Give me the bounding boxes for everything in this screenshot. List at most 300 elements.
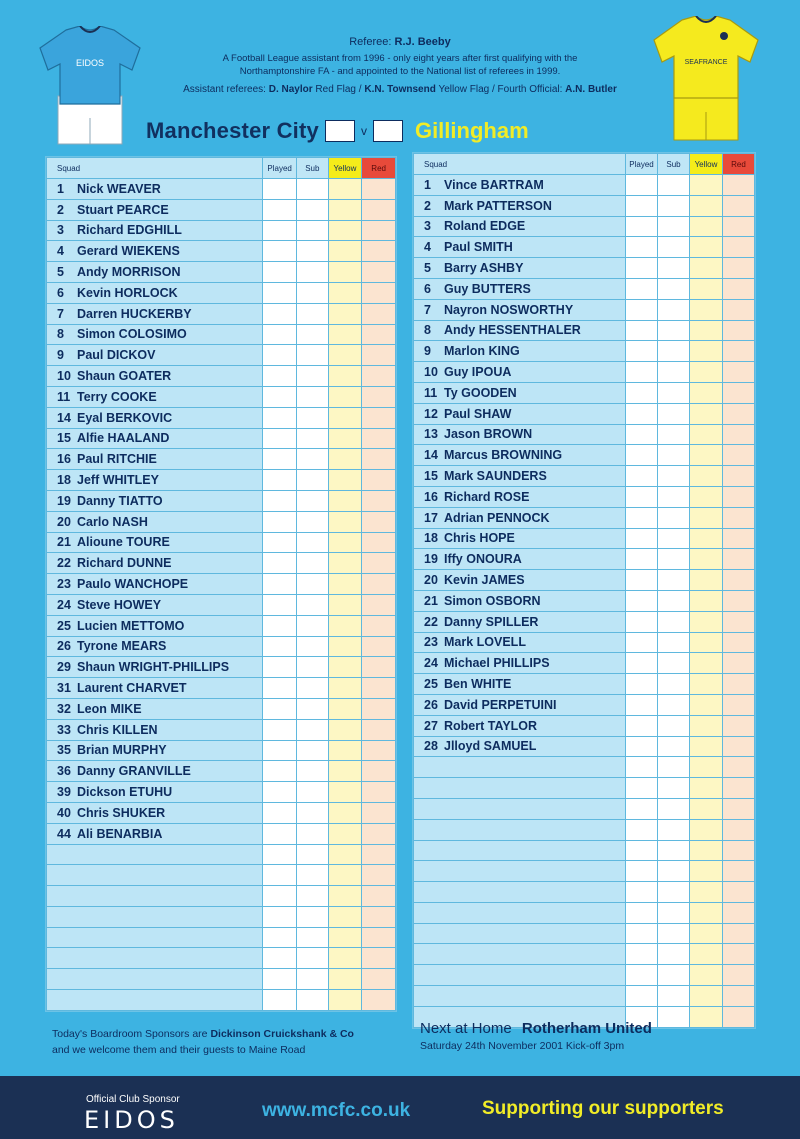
yellow-card-cell[interactable]	[328, 179, 362, 200]
played-cell[interactable]	[263, 761, 297, 782]
yellow-card-cell[interactable]	[690, 674, 723, 695]
red-card-cell[interactable]	[723, 902, 755, 923]
played-cell[interactable]	[626, 528, 658, 549]
red-card-cell[interactable]	[362, 823, 396, 844]
played-cell[interactable]	[626, 798, 658, 819]
played-cell[interactable]	[263, 698, 297, 719]
played-cell[interactable]	[263, 324, 297, 345]
yellow-card-cell[interactable]	[690, 424, 723, 445]
yellow-card-cell[interactable]	[328, 241, 362, 262]
played-cell[interactable]	[626, 258, 658, 279]
played-cell[interactable]	[263, 282, 297, 303]
red-card-cell[interactable]	[723, 715, 755, 736]
played-cell[interactable]	[263, 740, 297, 761]
played-cell[interactable]	[263, 345, 297, 366]
yellow-card-cell[interactable]	[328, 636, 362, 657]
yellow-card-cell[interactable]	[690, 778, 723, 799]
yellow-card-cell[interactable]	[328, 220, 362, 241]
played-cell[interactable]	[626, 382, 658, 403]
red-card-cell[interactable]	[362, 865, 396, 886]
red-card-cell[interactable]	[723, 570, 755, 591]
sub-cell[interactable]	[658, 507, 690, 528]
sub-cell[interactable]	[658, 611, 690, 632]
played-cell[interactable]	[263, 199, 297, 220]
red-card-cell[interactable]	[362, 241, 396, 262]
played-cell[interactable]	[263, 470, 297, 491]
played-cell[interactable]	[263, 386, 297, 407]
played-cell[interactable]	[263, 511, 297, 532]
sub-cell[interactable]	[297, 262, 329, 283]
red-card-cell[interactable]	[362, 449, 396, 470]
sub-cell[interactable]	[297, 470, 329, 491]
red-card-cell[interactable]	[362, 636, 396, 657]
yellow-card-cell[interactable]	[328, 886, 362, 907]
sub-cell[interactable]	[297, 657, 329, 678]
yellow-card-cell[interactable]	[690, 757, 723, 778]
yellow-card-cell[interactable]	[328, 345, 362, 366]
played-cell[interactable]	[263, 490, 297, 511]
sub-cell[interactable]	[297, 615, 329, 636]
yellow-card-cell[interactable]	[690, 570, 723, 591]
played-cell[interactable]	[626, 341, 658, 362]
yellow-card-cell[interactable]	[328, 615, 362, 636]
played-cell[interactable]	[626, 632, 658, 653]
yellow-card-cell[interactable]	[690, 611, 723, 632]
sub-cell[interactable]	[297, 844, 329, 865]
played-cell[interactable]	[263, 927, 297, 948]
played-cell[interactable]	[263, 636, 297, 657]
yellow-card-cell[interactable]	[328, 823, 362, 844]
sub-cell[interactable]	[297, 678, 329, 699]
yellow-card-cell[interactable]	[328, 449, 362, 470]
red-card-cell[interactable]	[362, 948, 396, 969]
yellow-card-cell[interactable]	[328, 428, 362, 449]
played-cell[interactable]	[626, 320, 658, 341]
played-cell[interactable]	[263, 678, 297, 699]
red-card-cell[interactable]	[362, 303, 396, 324]
played-cell[interactable]	[263, 449, 297, 470]
red-card-cell[interactable]	[362, 906, 396, 927]
sub-cell[interactable]	[658, 320, 690, 341]
yellow-card-cell[interactable]	[328, 906, 362, 927]
yellow-card-cell[interactable]	[690, 902, 723, 923]
played-cell[interactable]	[626, 736, 658, 757]
sub-cell[interactable]	[658, 216, 690, 237]
red-card-cell[interactable]	[723, 237, 755, 258]
sub-cell[interactable]	[297, 990, 329, 1011]
red-card-cell[interactable]	[723, 861, 755, 882]
sub-cell[interactable]	[297, 241, 329, 262]
red-card-cell[interactable]	[362, 179, 396, 200]
played-cell[interactable]	[626, 944, 658, 965]
played-cell[interactable]	[626, 216, 658, 237]
played-cell[interactable]	[263, 407, 297, 428]
red-card-cell[interactable]	[723, 798, 755, 819]
sub-cell[interactable]	[297, 324, 329, 345]
yellow-card-cell[interactable]	[328, 948, 362, 969]
sub-cell[interactable]	[658, 486, 690, 507]
sub-cell[interactable]	[658, 986, 690, 1007]
sub-cell[interactable]	[297, 719, 329, 740]
red-card-cell[interactable]	[723, 923, 755, 944]
played-cell[interactable]	[626, 237, 658, 258]
yellow-card-cell[interactable]	[328, 678, 362, 699]
played-cell[interactable]	[626, 840, 658, 861]
played-cell[interactable]	[626, 882, 658, 903]
played-cell[interactable]	[626, 715, 658, 736]
yellow-card-cell[interactable]	[328, 282, 362, 303]
yellow-card-cell[interactable]	[690, 445, 723, 466]
played-cell[interactable]	[626, 590, 658, 611]
sub-cell[interactable]	[658, 694, 690, 715]
sub-cell[interactable]	[297, 886, 329, 907]
red-card-cell[interactable]	[362, 366, 396, 387]
played-cell[interactable]	[263, 179, 297, 200]
sub-cell[interactable]	[297, 906, 329, 927]
yellow-card-cell[interactable]	[328, 740, 362, 761]
yellow-card-cell[interactable]	[328, 407, 362, 428]
sub-cell[interactable]	[658, 590, 690, 611]
yellow-card-cell[interactable]	[328, 594, 362, 615]
sub-cell[interactable]	[297, 574, 329, 595]
red-card-cell[interactable]	[723, 778, 755, 799]
yellow-card-cell[interactable]	[690, 819, 723, 840]
yellow-card-cell[interactable]	[690, 237, 723, 258]
yellow-card-cell[interactable]	[690, 341, 723, 362]
red-card-cell[interactable]	[723, 195, 755, 216]
played-cell[interactable]	[626, 861, 658, 882]
red-card-cell[interactable]	[723, 278, 755, 299]
sub-cell[interactable]	[658, 362, 690, 383]
sub-cell[interactable]	[658, 424, 690, 445]
played-cell[interactable]	[263, 553, 297, 574]
red-card-cell[interactable]	[362, 782, 396, 803]
sub-cell[interactable]	[297, 282, 329, 303]
yellow-card-cell[interactable]	[328, 386, 362, 407]
yellow-card-cell[interactable]	[328, 262, 362, 283]
yellow-card-cell[interactable]	[328, 927, 362, 948]
yellow-card-cell[interactable]	[690, 798, 723, 819]
played-cell[interactable]	[263, 823, 297, 844]
sub-cell[interactable]	[658, 237, 690, 258]
red-card-cell[interactable]	[723, 819, 755, 840]
played-cell[interactable]	[626, 362, 658, 383]
sub-cell[interactable]	[297, 532, 329, 553]
played-cell[interactable]	[626, 549, 658, 570]
played-cell[interactable]	[263, 802, 297, 823]
yellow-card-cell[interactable]	[690, 840, 723, 861]
played-cell[interactable]	[263, 428, 297, 449]
yellow-card-cell[interactable]	[328, 698, 362, 719]
sub-cell[interactable]	[297, 407, 329, 428]
played-cell[interactable]	[626, 570, 658, 591]
played-cell[interactable]	[626, 611, 658, 632]
red-card-cell[interactable]	[723, 944, 755, 965]
played-cell[interactable]	[263, 241, 297, 262]
played-cell[interactable]	[263, 948, 297, 969]
red-card-cell[interactable]	[362, 678, 396, 699]
red-card-cell[interactable]	[723, 611, 755, 632]
sub-cell[interactable]	[297, 782, 329, 803]
sub-cell[interactable]	[297, 823, 329, 844]
red-card-cell[interactable]	[362, 740, 396, 761]
red-card-cell[interactable]	[723, 965, 755, 986]
red-card-cell[interactable]	[723, 528, 755, 549]
played-cell[interactable]	[263, 657, 297, 678]
sub-cell[interactable]	[658, 632, 690, 653]
played-cell[interactable]	[263, 906, 297, 927]
red-card-cell[interactable]	[723, 403, 755, 424]
played-cell[interactable]	[626, 278, 658, 299]
sub-cell[interactable]	[297, 802, 329, 823]
yellow-card-cell[interactable]	[690, 653, 723, 674]
yellow-card-cell[interactable]	[690, 362, 723, 383]
red-card-cell[interactable]	[362, 615, 396, 636]
played-cell[interactable]	[263, 886, 297, 907]
played-cell[interactable]	[263, 594, 297, 615]
red-card-cell[interactable]	[362, 470, 396, 491]
yellow-card-cell[interactable]	[690, 466, 723, 487]
played-cell[interactable]	[626, 175, 658, 196]
sub-cell[interactable]	[297, 449, 329, 470]
sub-cell[interactable]	[297, 969, 329, 990]
red-card-cell[interactable]	[723, 694, 755, 715]
sub-cell[interactable]	[658, 528, 690, 549]
red-card-cell[interactable]	[362, 698, 396, 719]
red-card-cell[interactable]	[723, 486, 755, 507]
yellow-card-cell[interactable]	[690, 861, 723, 882]
sub-cell[interactable]	[658, 944, 690, 965]
yellow-card-cell[interactable]	[690, 965, 723, 986]
yellow-card-cell[interactable]	[690, 403, 723, 424]
sub-cell[interactable]	[297, 345, 329, 366]
red-card-cell[interactable]	[362, 532, 396, 553]
yellow-card-cell[interactable]	[690, 694, 723, 715]
sub-cell[interactable]	[297, 594, 329, 615]
yellow-card-cell[interactable]	[690, 278, 723, 299]
red-card-cell[interactable]	[723, 424, 755, 445]
yellow-card-cell[interactable]	[328, 574, 362, 595]
played-cell[interactable]	[626, 778, 658, 799]
sub-cell[interactable]	[297, 511, 329, 532]
red-card-cell[interactable]	[723, 320, 755, 341]
red-card-cell[interactable]	[362, 262, 396, 283]
red-card-cell[interactable]	[362, 324, 396, 345]
yellow-card-cell[interactable]	[690, 923, 723, 944]
yellow-card-cell[interactable]	[328, 470, 362, 491]
red-card-cell[interactable]	[723, 653, 755, 674]
red-card-cell[interactable]	[723, 736, 755, 757]
yellow-card-cell[interactable]	[690, 944, 723, 965]
played-cell[interactable]	[263, 220, 297, 241]
yellow-card-cell[interactable]	[328, 719, 362, 740]
sub-cell[interactable]	[658, 840, 690, 861]
sub-cell[interactable]	[297, 948, 329, 969]
yellow-card-cell[interactable]	[690, 528, 723, 549]
sub-cell[interactable]	[658, 902, 690, 923]
red-card-cell[interactable]	[362, 886, 396, 907]
red-card-cell[interactable]	[723, 382, 755, 403]
sub-cell[interactable]	[658, 757, 690, 778]
red-card-cell[interactable]	[723, 674, 755, 695]
sub-cell[interactable]	[658, 819, 690, 840]
yellow-card-cell[interactable]	[690, 986, 723, 1007]
played-cell[interactable]	[263, 366, 297, 387]
sub-cell[interactable]	[658, 736, 690, 757]
sub-cell[interactable]	[297, 220, 329, 241]
red-card-cell[interactable]	[723, 590, 755, 611]
sub-cell[interactable]	[297, 490, 329, 511]
sub-cell[interactable]	[658, 778, 690, 799]
website-link[interactable]: www.mcfc.co.uk	[262, 1100, 411, 1121]
played-cell[interactable]	[263, 844, 297, 865]
red-card-cell[interactable]	[362, 969, 396, 990]
sub-cell[interactable]	[658, 175, 690, 196]
red-card-cell[interactable]	[362, 220, 396, 241]
played-cell[interactable]	[626, 757, 658, 778]
sub-cell[interactable]	[658, 570, 690, 591]
played-cell[interactable]	[626, 445, 658, 466]
red-card-cell[interactable]	[723, 445, 755, 466]
red-card-cell[interactable]	[362, 511, 396, 532]
played-cell[interactable]	[263, 865, 297, 886]
yellow-card-cell[interactable]	[690, 632, 723, 653]
played-cell[interactable]	[263, 782, 297, 803]
played-cell[interactable]	[263, 532, 297, 553]
yellow-card-cell[interactable]	[690, 216, 723, 237]
sub-cell[interactable]	[297, 366, 329, 387]
red-card-cell[interactable]	[362, 407, 396, 428]
yellow-card-cell[interactable]	[690, 195, 723, 216]
red-card-cell[interactable]	[723, 549, 755, 570]
yellow-card-cell[interactable]	[690, 258, 723, 279]
yellow-card-cell[interactable]	[328, 657, 362, 678]
played-cell[interactable]	[263, 990, 297, 1011]
red-card-cell[interactable]	[362, 719, 396, 740]
red-card-cell[interactable]	[362, 428, 396, 449]
red-card-cell[interactable]	[723, 632, 755, 653]
played-cell[interactable]	[626, 195, 658, 216]
sub-cell[interactable]	[658, 653, 690, 674]
sub-cell[interactable]	[658, 923, 690, 944]
played-cell[interactable]	[263, 719, 297, 740]
yellow-card-cell[interactable]	[690, 590, 723, 611]
played-cell[interactable]	[626, 507, 658, 528]
red-card-cell[interactable]	[362, 990, 396, 1011]
sub-cell[interactable]	[658, 258, 690, 279]
sub-cell[interactable]	[297, 199, 329, 220]
sub-cell[interactable]	[297, 927, 329, 948]
yellow-card-cell[interactable]	[328, 324, 362, 345]
sub-cell[interactable]	[658, 403, 690, 424]
yellow-card-cell[interactable]	[690, 549, 723, 570]
yellow-card-cell[interactable]	[328, 802, 362, 823]
played-cell[interactable]	[626, 424, 658, 445]
sub-cell[interactable]	[297, 636, 329, 657]
red-card-cell[interactable]	[723, 341, 755, 362]
sub-cell[interactable]	[658, 341, 690, 362]
played-cell[interactable]	[263, 615, 297, 636]
played-cell[interactable]	[626, 819, 658, 840]
yellow-card-cell[interactable]	[328, 969, 362, 990]
played-cell[interactable]	[626, 674, 658, 695]
sub-cell[interactable]	[658, 882, 690, 903]
yellow-card-cell[interactable]	[328, 303, 362, 324]
played-cell[interactable]	[263, 574, 297, 595]
red-card-cell[interactable]	[723, 258, 755, 279]
red-card-cell[interactable]	[362, 282, 396, 303]
red-card-cell[interactable]	[362, 386, 396, 407]
red-card-cell[interactable]	[362, 927, 396, 948]
red-card-cell[interactable]	[362, 574, 396, 595]
yellow-card-cell[interactable]	[328, 844, 362, 865]
red-card-cell[interactable]	[723, 362, 755, 383]
sub-cell[interactable]	[658, 674, 690, 695]
yellow-card-cell[interactable]	[690, 715, 723, 736]
red-card-cell[interactable]	[723, 175, 755, 196]
red-card-cell[interactable]	[723, 882, 755, 903]
sub-cell[interactable]	[297, 428, 329, 449]
sub-cell[interactable]	[297, 740, 329, 761]
played-cell[interactable]	[626, 965, 658, 986]
yellow-card-cell[interactable]	[690, 382, 723, 403]
played-cell[interactable]	[263, 262, 297, 283]
sub-cell[interactable]	[658, 466, 690, 487]
sub-cell[interactable]	[658, 715, 690, 736]
played-cell[interactable]	[626, 486, 658, 507]
sub-cell[interactable]	[658, 549, 690, 570]
sub-cell[interactable]	[658, 299, 690, 320]
played-cell[interactable]	[626, 902, 658, 923]
red-card-cell[interactable]	[362, 345, 396, 366]
sub-cell[interactable]	[658, 445, 690, 466]
red-card-cell[interactable]	[362, 761, 396, 782]
yellow-card-cell[interactable]	[328, 532, 362, 553]
red-card-cell[interactable]	[362, 199, 396, 220]
yellow-card-cell[interactable]	[328, 865, 362, 886]
yellow-card-cell[interactable]	[690, 486, 723, 507]
played-cell[interactable]	[626, 466, 658, 487]
red-card-cell[interactable]	[362, 594, 396, 615]
yellow-card-cell[interactable]	[690, 175, 723, 196]
sub-cell[interactable]	[658, 195, 690, 216]
sub-cell[interactable]	[297, 386, 329, 407]
yellow-card-cell[interactable]	[328, 553, 362, 574]
red-card-cell[interactable]	[723, 757, 755, 778]
sub-cell[interactable]	[658, 798, 690, 819]
red-card-cell[interactable]	[723, 840, 755, 861]
sub-cell[interactable]	[658, 278, 690, 299]
played-cell[interactable]	[626, 403, 658, 424]
red-card-cell[interactable]	[362, 802, 396, 823]
sub-cell[interactable]	[297, 698, 329, 719]
yellow-card-cell[interactable]	[690, 507, 723, 528]
played-cell[interactable]	[263, 303, 297, 324]
yellow-card-cell[interactable]	[328, 761, 362, 782]
played-cell[interactable]	[626, 653, 658, 674]
yellow-card-cell[interactable]	[328, 490, 362, 511]
red-card-cell[interactable]	[362, 490, 396, 511]
yellow-card-cell[interactable]	[690, 299, 723, 320]
yellow-card-cell[interactable]	[328, 782, 362, 803]
yellow-card-cell[interactable]	[328, 366, 362, 387]
red-card-cell[interactable]	[723, 466, 755, 487]
red-card-cell[interactable]	[362, 553, 396, 574]
sub-cell[interactable]	[297, 553, 329, 574]
sub-cell[interactable]	[297, 865, 329, 886]
sub-cell[interactable]	[297, 303, 329, 324]
red-card-cell[interactable]	[723, 507, 755, 528]
